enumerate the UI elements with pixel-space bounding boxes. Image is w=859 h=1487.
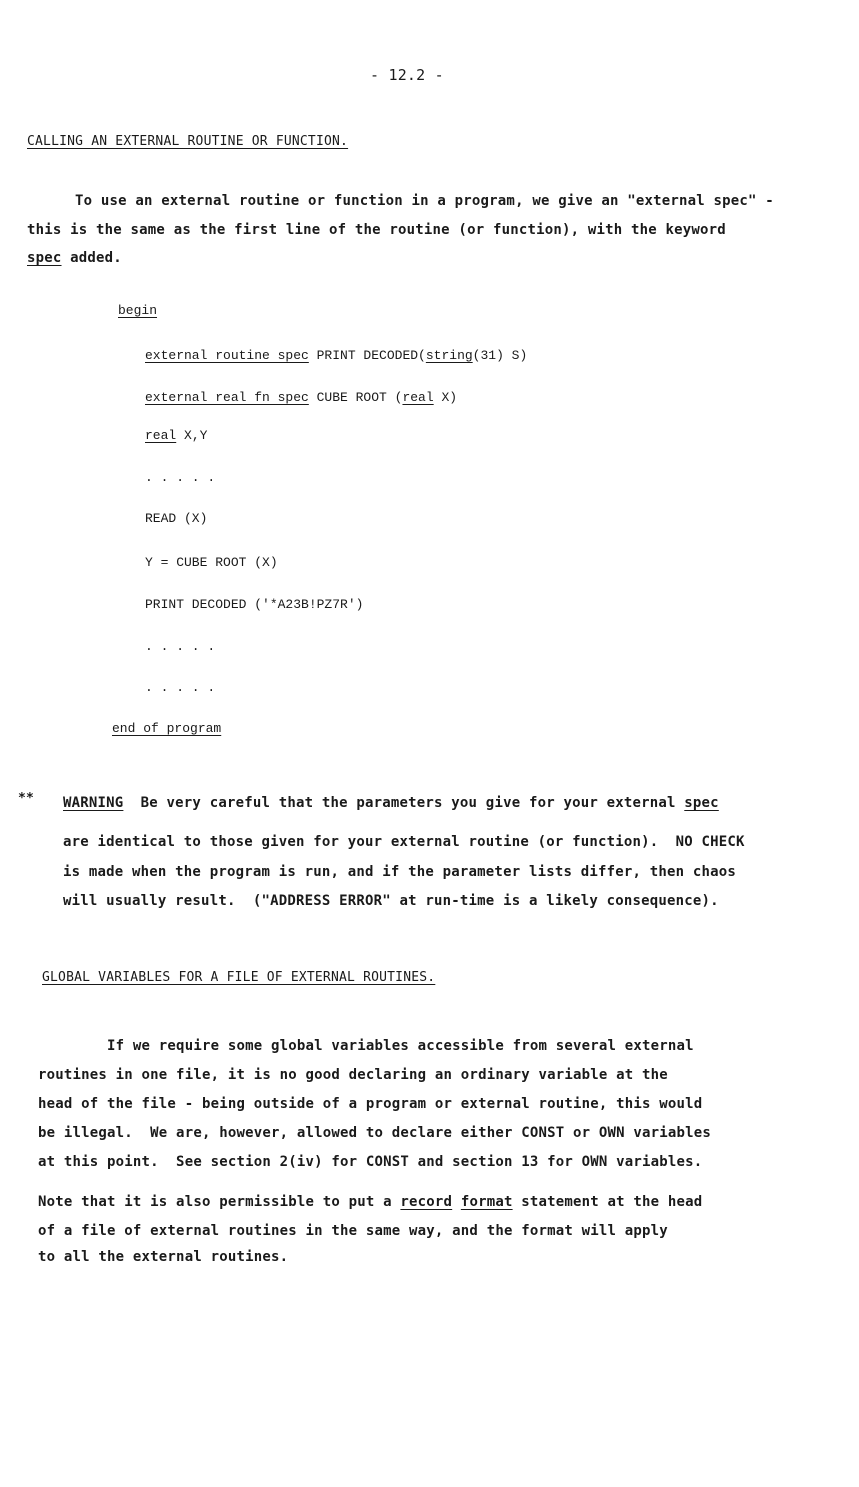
- text-run: Note that it is also permissible to put a: [38, 1194, 401, 1210]
- underlined-keyword: external real fn spec: [145, 390, 309, 405]
- text-run: is made when the program is run, and if the parameter lists differ, then chaos: [63, 864, 737, 880]
- underlined-keyword: WARNING: [63, 795, 124, 811]
- code-line: [145, 639, 215, 654]
- text-run: statement at the head: [512, 1194, 703, 1210]
- intro-line-2: this is the same as the first line of the routine (or function), with the keyword: [27, 222, 726, 238]
- code-line: [145, 511, 207, 526]
- code-line: [145, 597, 363, 612]
- code-line: [145, 390, 457, 405]
- warning-marker: **: [18, 791, 35, 806]
- text-run: (31) S): [472, 348, 528, 363]
- text-run: X,Y: [176, 428, 208, 443]
- code-line: [145, 680, 215, 695]
- warning-line-1: [63, 795, 719, 811]
- text-run: . . . . .: [145, 470, 216, 485]
- text-run: CUBE ROOT (: [308, 390, 403, 405]
- warning-line-3: [63, 864, 736, 880]
- body-line: [38, 1154, 702, 1170]
- warning-line-4: [63, 893, 719, 909]
- body-line: [38, 1223, 668, 1239]
- text-run: X): [433, 390, 458, 405]
- body-line: [38, 1067, 668, 1083]
- text-run: of a file of external routines in the same way, and the format will apply: [38, 1223, 668, 1239]
- underlined-keyword: spec: [684, 795, 719, 811]
- text-run: READ (X): [145, 511, 208, 526]
- text-run: PRINT DECODED ('*A23B!PZ7R'): [145, 597, 364, 612]
- underlined-keyword: spec: [27, 250, 62, 266]
- underlined-keyword: record: [400, 1194, 453, 1210]
- text-run: added.: [61, 250, 122, 266]
- code-line: [145, 428, 207, 443]
- text-run: If we require some global variables accessible from several external: [38, 1038, 694, 1054]
- text-run: at this point. See section 2(iv) for CONST and section 13 for OWN variables.: [38, 1154, 703, 1170]
- text-run: Y = CUBE ROOT (X): [145, 555, 278, 570]
- text-run: to all the external routines.: [38, 1249, 289, 1265]
- text-run: . . . . .: [145, 639, 216, 654]
- code-line: [145, 470, 215, 485]
- code-begin: begin: [118, 303, 158, 318]
- code-line: [145, 348, 527, 363]
- underlined-keyword: format: [460, 1194, 513, 1210]
- intro-line-3: [27, 250, 122, 266]
- text-run: [452, 1194, 461, 1210]
- page-number: - 12.2 -: [370, 66, 444, 84]
- code-end: end of program: [112, 721, 222, 736]
- warning-line-2: [63, 834, 745, 850]
- code-line: [145, 555, 278, 570]
- text-run: PRINT DECODED(: [308, 348, 426, 363]
- underlined-keyword: real: [145, 428, 177, 443]
- underlined-keyword: real: [402, 390, 434, 405]
- section-heading-global: GLOBAL VARIABLES FOR A FILE OF EXTERNAL ROUTINES.: [42, 970, 436, 985]
- intro-line-1: To use an external routine or function in a program, we give an "external spec" -: [75, 193, 774, 209]
- body-line: [38, 1096, 702, 1112]
- underlined-keyword: external routine spec: [145, 348, 309, 363]
- text-run: . . . . .: [145, 680, 216, 695]
- body-line: [38, 1194, 702, 1210]
- text-run: will usually result. ("ADDRESS ERROR" at run-time is a likely consequence).: [63, 893, 719, 909]
- text-run: Be very careful that the parameters you give for your external: [123, 795, 685, 811]
- body-line: [38, 1038, 694, 1054]
- text-run: head of the file - being outside of a program or external routine, this would: [38, 1096, 703, 1112]
- underlined-keyword: string: [425, 348, 473, 363]
- text-run: routines in one file, it is no good declaring an ordinary variable at the: [38, 1067, 668, 1083]
- section-heading-calling: CALLING AN EXTERNAL ROUTINE OR FUNCTION.: [27, 134, 349, 149]
- text-run: are identical to those given for your external routine (or function). NO CHECK: [63, 834, 745, 850]
- body-line: [38, 1249, 288, 1265]
- body-line: [38, 1125, 711, 1141]
- text-run: be illegal. We are, however, allowed to declare either CONST or OWN variables: [38, 1125, 712, 1141]
